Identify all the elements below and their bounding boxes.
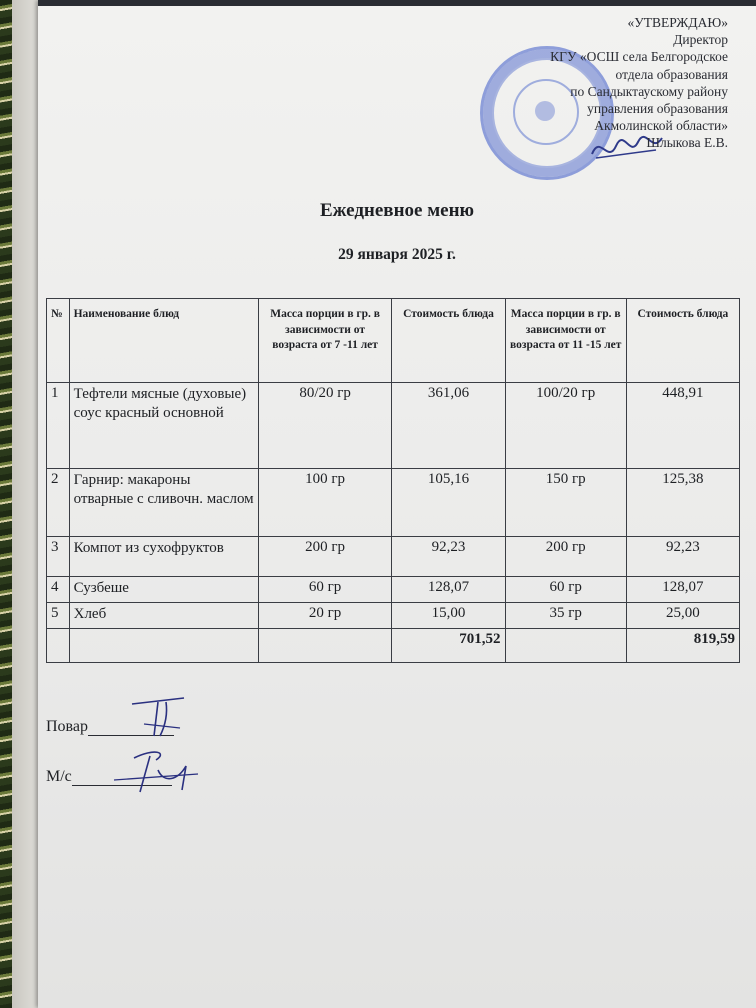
document-page xyxy=(38,0,756,1008)
price-7-11: 92,23 xyxy=(392,537,505,577)
approval-line: Акмолинской области» xyxy=(594,118,728,134)
dish-name: Сузбеше xyxy=(69,577,258,603)
page-title: Ежедневное меню xyxy=(319,200,475,221)
row-number: 2 xyxy=(47,469,70,537)
table-row xyxy=(47,383,740,469)
mass-11-15: 150 гр xyxy=(505,469,626,537)
dish-name: Тефтели мясные (духовые) соус красный основной xyxy=(69,383,258,469)
cook-signature xyxy=(124,694,194,740)
row-number: 5 xyxy=(47,603,70,629)
mass-11-15: 60 гр xyxy=(505,577,626,603)
mass-7-11: 200 гр xyxy=(258,537,392,577)
mass-7-11: 60 гр xyxy=(258,577,392,603)
top-border xyxy=(38,0,756,6)
mass-7-11: 80/20 гр xyxy=(258,383,392,469)
empty-cell xyxy=(505,629,626,663)
empty-cell xyxy=(258,629,392,663)
dish-name: Компот из сухофруктов xyxy=(69,537,258,577)
price-7-11: 15,00 xyxy=(392,603,505,629)
cook-label: Повар xyxy=(46,718,88,735)
header-number: № xyxy=(47,299,70,383)
row-number: 1 xyxy=(47,383,70,469)
mass-11-15: 200 гр xyxy=(505,537,626,577)
approval-line: управления образования xyxy=(587,101,728,117)
approval-line: «УТВЕРЖДАЮ» xyxy=(627,15,728,30)
mass-7-11: 100 гр xyxy=(258,469,392,537)
price-11-15: 125,38 xyxy=(626,469,739,537)
nurse-label: М/с xyxy=(46,768,72,785)
menu-table xyxy=(46,298,740,663)
approval-block xyxy=(550,14,728,152)
total-price-11-15: 819,59 xyxy=(626,629,739,663)
empty-cell xyxy=(69,629,258,663)
header-price-7-11: Стоимость блюда xyxy=(392,299,505,383)
price-11-15: 448,91 xyxy=(626,383,739,469)
mass-7-11: 20 гр xyxy=(258,603,392,629)
table-row xyxy=(47,537,740,577)
mass-11-15: 35 гр xyxy=(505,603,626,629)
approval-line: Шлыкова Е.В. xyxy=(646,135,728,151)
price-7-11: 361,06 xyxy=(392,383,505,469)
header-mass-11-15: Масса порции в гр. в зависимости от возраста от 11 -15 лет xyxy=(505,299,626,383)
table-row xyxy=(47,469,740,537)
header-dish-name: Наименование блюд xyxy=(69,299,258,383)
approval-line: Директор xyxy=(673,32,728,48)
table-header-row xyxy=(47,299,740,383)
approval-line: отдела образования xyxy=(615,66,728,82)
price-11-15: 25,00 xyxy=(626,603,739,629)
header-mass-7-11: Масса порции в гр. в зависимости от возраста от 7 -11 лет xyxy=(258,299,392,383)
price-11-15: 128,07 xyxy=(626,577,739,603)
nurse-signature xyxy=(104,744,204,796)
total-price-7-11: 701,52 xyxy=(392,629,505,663)
header-price-11-15: Стоимость блюда xyxy=(626,299,739,383)
empty-cell xyxy=(47,629,70,663)
price-11-15: 92,23 xyxy=(626,537,739,577)
price-7-11: 105,16 xyxy=(392,469,505,537)
price-7-11: 128,07 xyxy=(392,577,505,603)
menu-date: 29 января 2025 г. xyxy=(338,246,456,263)
approval-line: по Сандыктаускому району xyxy=(570,83,728,99)
row-number: 4 xyxy=(47,577,70,603)
totals-row xyxy=(47,629,740,663)
approval-line: КГУ «ОСШ села Белгородское xyxy=(550,49,728,65)
mass-11-15: 100/20 гр xyxy=(505,383,626,469)
dish-name: Хлеб xyxy=(69,603,258,629)
table-row xyxy=(47,603,740,629)
dish-name: Гарнир: макароны отварные с сливочн. маслом xyxy=(69,469,258,537)
table-row xyxy=(47,577,740,603)
row-number: 3 xyxy=(47,537,70,577)
